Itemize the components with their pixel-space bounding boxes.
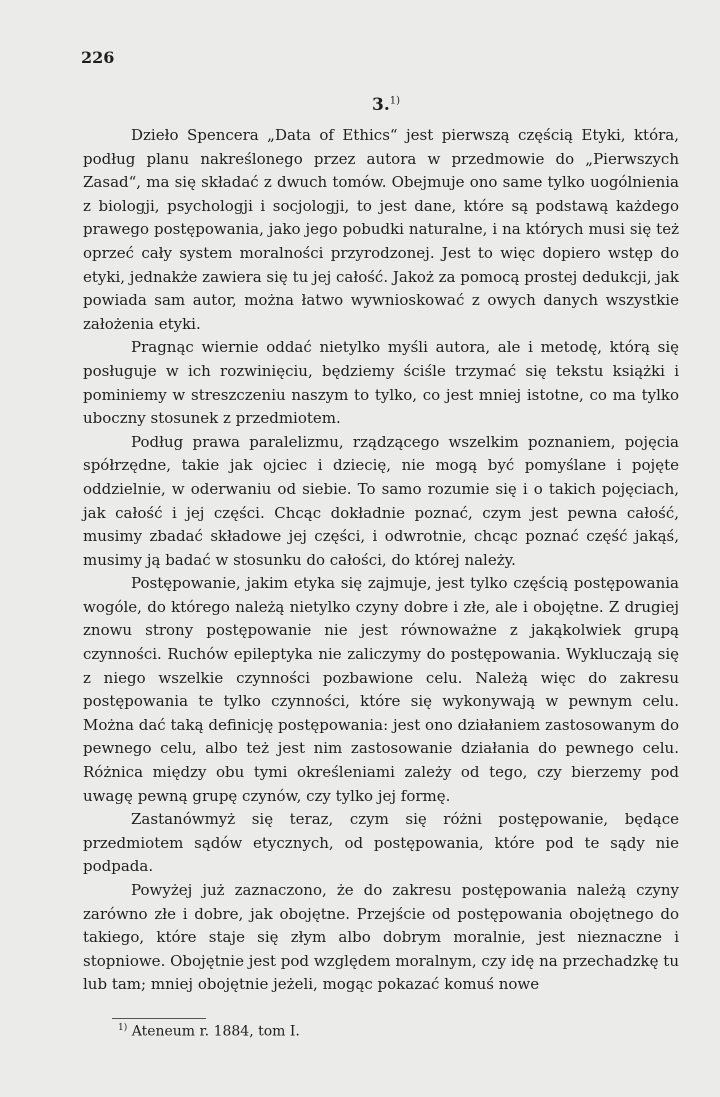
footnote-text: Ateneum r. 1884, tom I.: [127, 1023, 300, 1040]
page-number: 226: [81, 48, 115, 67]
paragraph: Podług prawa paralelizmu, rządzącego wszelkim poznaniem, pojęcia spółrzędne, takie jak ojciec i dziecię, nie mogą być pomyślane i pojęte oddzielnie, w oderwaniu od siebie. To samo rozumie się i o takich pojęciach, jak całość i jej części. Chcąc dokładnie poznać, czym jest pewna całość, musimy zbadać składowe jej części, i odwrotnie, chcąc poznać część jakąś, musimy ją badać w stosunku do całości, do której należy.: [83, 432, 679, 569]
footnote-divider: [112, 1018, 206, 1019]
body-text: [83, 124, 679, 997]
footnote: [118, 1023, 300, 1040]
paragraph: Powyżej już zaznaczono, że do zakresu postępowania należą czyny zarówno złe i dobre, jak obojętne. Przejście od postępowania obojętnego do takiego, które staje się złym albo dobrym moralnie, jest nieznaczne i stopniowe. Obojętnie jest pod względem moralnym, czy idę na przechadzkę tu lub tam; mniej obojętnie jeżeli, mogąc pokazać komuś nowe: [83, 881, 679, 994]
footnote-mark: 1): [118, 1023, 128, 1033]
paragraph: Pragnąc wiernie oddać nietylko myśli autora, ale i metodę, którą się posługuje w ich rozwinięciu, będziemy ściśle trzymać się tekstu książki i pominiemy w streszczeniu naszym to tylko, co jest mniej istotne, co ma tylko uboczny stosunek z przedmiotem.: [83, 338, 679, 428]
section-heading: [372, 95, 400, 115]
paragraph: Dzieło Spencera „Data of Ethics“ jest pierwszą częścią Etyki, która, podług planu nakreślonego przez autora w przedmowie do „Pierwszych Zasad“, ma się składać z dwuch tomów. Obejmuje ono same tylko uogólnienia z biologji, psychologji i socjologji, to jest dane, które są podstawą każdego prawego postępowania, jako jego pobudki naturalne, i na których musi się też oprzeć cały system moralności przyrodzonej. Jest to więc dopiero wstęp do etyki, jednakże zawiera się tu jej całość. Jakoż za pomocą prostej dedukcji, jak powiada sam autor, można łatwo wywnioskować z owych danych wszystkie założenia etyki.: [83, 126, 679, 333]
paragraph: Zastanówmyż się teraz, czym się różni postępowanie, będące przedmiotem sądów etycznych, od postępowania, które pod te sądy nie podpada.: [83, 810, 679, 876]
section-number: 3.: [372, 95, 390, 115]
footnote-reference: 1): [389, 95, 401, 107]
paragraph: Postępowanie, jakim etyka się zajmuje, jest tylko częścią postępowania wogóle, do którego należą nietylko czyny dobre i złe, ale i obojętne. Z drugiej znowu strony postępowanie nie jest równoważne z jakąkolwiek grupą czynności. Ruchów epileptyka nie zaliczymy do postępowania. Wykluczają się z niego wszelkie czynności pozbawione celu. Należą więc do zakresu postępowania te tylko czynności, które się wykonywają w pewnym celu. Można dać taką definicję postępowania: jest ono działaniem zastosowanym do pewnego celu, albo też jest nim zastosowanie działania do pewnego celu. Różnica między obu tymi określeniami zależy od tego, czy bierzemy pod uwagę pewną grupę czynów, czy tylko jej formę.: [83, 574, 679, 805]
